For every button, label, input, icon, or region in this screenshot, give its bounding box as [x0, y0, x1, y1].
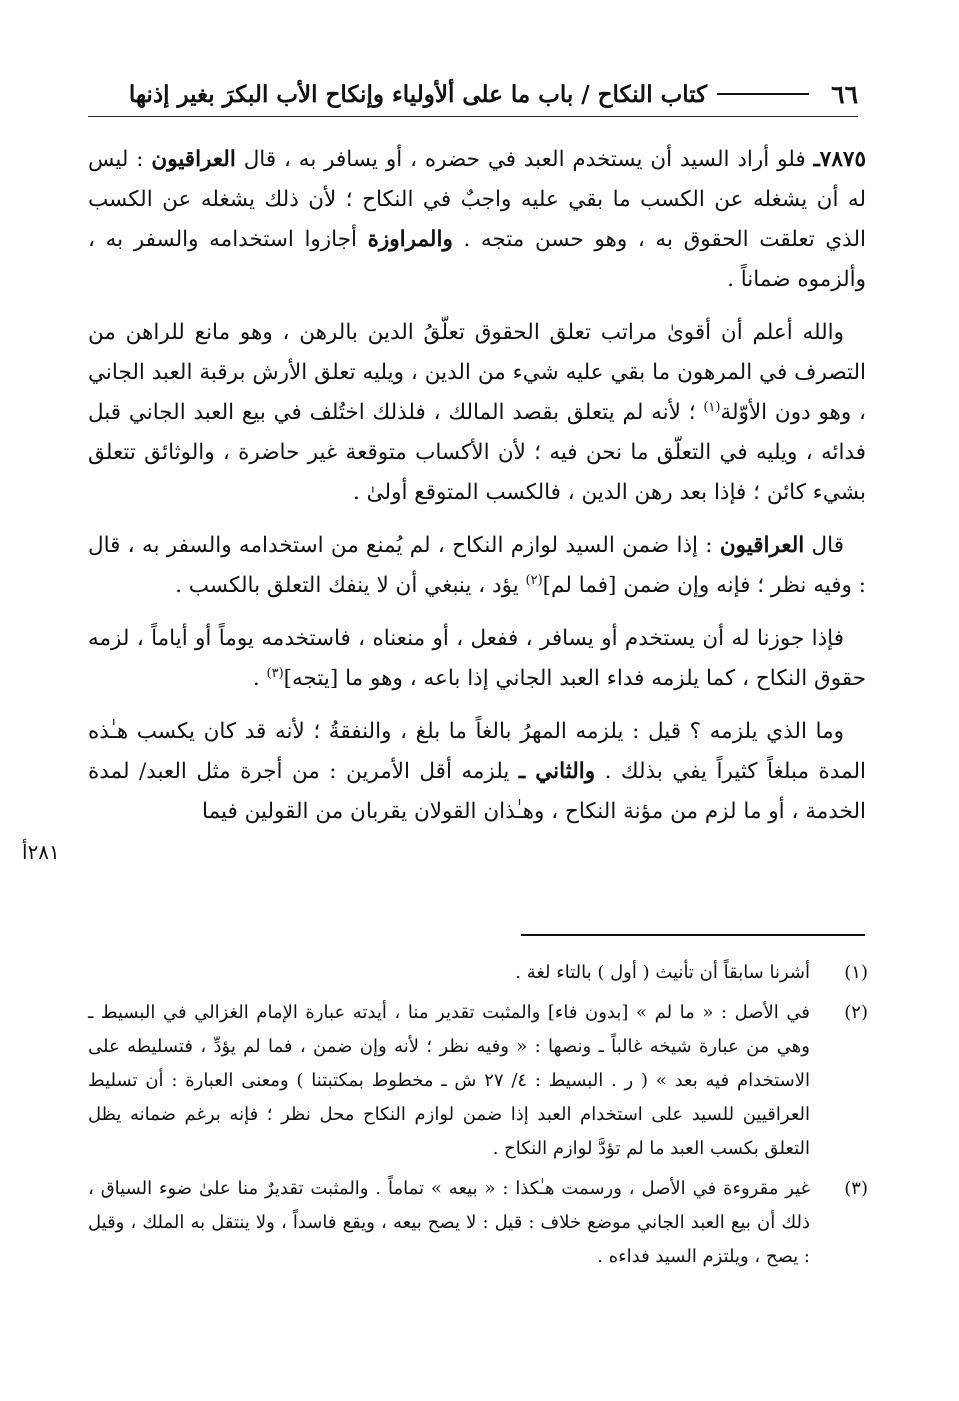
footnote [88, 1172, 868, 1274]
paragraph [88, 619, 866, 699]
bold-term: العراقيون [151, 147, 236, 172]
bold-term: العراقيون [719, 533, 805, 558]
text-run: : ليس له أن يشغله عن الكسب ما بقي عليه واجبٌ في النكاح ؛ لأن ذلك يشغله عن الكسب الذي تعلقت الحقوق به ، وهو حسن متجه . [88, 147, 866, 252]
text-run: : إذا ضمن السيد لوازم النكاح ، لم يُمنع من استخدامه والسفر به ، قال : وفيه نظر ؛ فإنه وإن ضمن [فما لم] [88, 533, 866, 598]
footnote-number: (٢) [844, 1002, 868, 1023]
footnote-number: (١) [844, 962, 868, 983]
text-run: . [252, 666, 267, 691]
footnote-text: غير مقروءة في الأصل ، ورسمت هـٰكذا : « بيعه » تماماً . والمثبت تقديرٌ منا علىٰ ضوء السياق ، ذلك أن بيع العبد الجاني موضع خلاف : قيل : لا يصح بيعه ، ويقع فاسداً ، ولا ينتقل به الملك ، وقيل : يصح ، ويلتزم السيد فداءه . [88, 1178, 810, 1267]
text-run: وما الذي يلزمه ؟ قيل : يلزمه المهرُ بالغاً ما بلغ ، والنفقةُ ؛ لأنه قد كان يكسب هـٰذه المدة مبلغاً كثيراً يفي بذلك . [88, 719, 867, 784]
manuscript-folio-marker: ٢٨١أ [22, 840, 60, 864]
running-header [88, 72, 858, 117]
text-run: فلو أراد السيد أن يستخدم العبد في حضره ، أو يسافر به ، قال [235, 147, 814, 172]
text-run: يلزمه أقل الأمرين : من أجرة مثل العبد/ لمدة الخدمة ، أو ما لزم من مؤنة النكاح ، وهـٰذان القولان يقربان من القولين فيما [88, 759, 866, 824]
text-run: أجازوا استخدامه والسفر به ، وألزموه ضماناً . [88, 227, 866, 292]
paragraph [88, 712, 866, 832]
text-run: فإذا جوزنا له أن يستخدم أو يسافر ، ففعل ، أو منعناه ، فاستخدمه يوماً أو أياماً ، لزمه حقوق النكاح ، كما يلزمه فداء العبد الجاني إذا باعه ، وهو ما [يتجه] [88, 626, 866, 691]
paragraph-number: ٧٨٧٥ـ [813, 147, 866, 172]
main-text [88, 140, 866, 845]
footnote-number: (٣) [844, 1178, 868, 1199]
page-number: ٦٦ [831, 79, 858, 109]
bold-term: والمراوزة [367, 227, 453, 252]
paragraph [88, 313, 866, 513]
text-run: ؛ لأنه لم يتعلق بقصد المالك ، فلذلك اختُلف في بيع العبد الجاني قبل فدائه ، ويليه في التعلّق ما نحن فيه ؛ لأن الأكساب متوقعة غير حاضرة ، والوثائق تتعلق بشيء كائن ؛ فإذا بعد رهن الدين ، فالكسب المتوقع أولىٰ . [88, 400, 866, 505]
paragraph-7875 [88, 140, 866, 300]
footnote [88, 956, 868, 990]
footnote [88, 996, 868, 1166]
text-run: يؤد ، ينبغي أن لا ينفك التعلق بالكسب . [175, 573, 526, 598]
text-run: والله أعلم أن أقوىٰ مراتب تعلق الحقوق تعلّقُ الدين بالرهن ، وهو مانع للراهن من التصرف في المرهون ما بقي عليه شيء من الدين ، ويليه تعلق الأرش برقبة العبد الجاني ، وهو دون الأوّلة [88, 320, 866, 425]
footnote-ref: (١) [703, 399, 721, 415]
footnote-ref: (٢) [525, 572, 543, 588]
bold-term: والثاني ـ [518, 759, 596, 784]
footnote-separator [521, 934, 865, 936]
footnote-text: أشرنا سابقاً أن تأنيث ( أول ) بالتاء لغة . [515, 962, 810, 983]
footnote-ref: (٣) [266, 665, 284, 681]
footnotes [88, 956, 868, 1280]
text-run: قال [804, 533, 844, 558]
footnote-text: في الأصل : « ما لم » [بدون فاء] والمثبت تقدير منا ، أيدته عبارة الإمام الغزالي في البسيط ـ وهي من عبارة شيخه غالباً ـ ونصها : « وفيه نظر ؛ لأنه وإن ضمن ، فما لم يؤدِّ ، فتسليطه على الاستخدام فيه بعد » ( ر . البسيط : ٤/ ٢٧ ش ـ مخطوط بمكتبتنا ) ومعنى العبارة : أن تسليط العراقيين للسيد على استخدام العبد إذا ضمن لوازم النكاح محل نظر ؛ فإنه برغم ضمانه يظل التعلق بكسب العبد ما لم تؤدَّ لوازم النكاح . [88, 1002, 810, 1159]
header-dash [717, 93, 809, 95]
header-title: كتاب النكاح / باب ما على ألأولياء وإنكاح الأب البكرَ بغير إذنها [128, 80, 708, 108]
paragraph [88, 526, 866, 606]
